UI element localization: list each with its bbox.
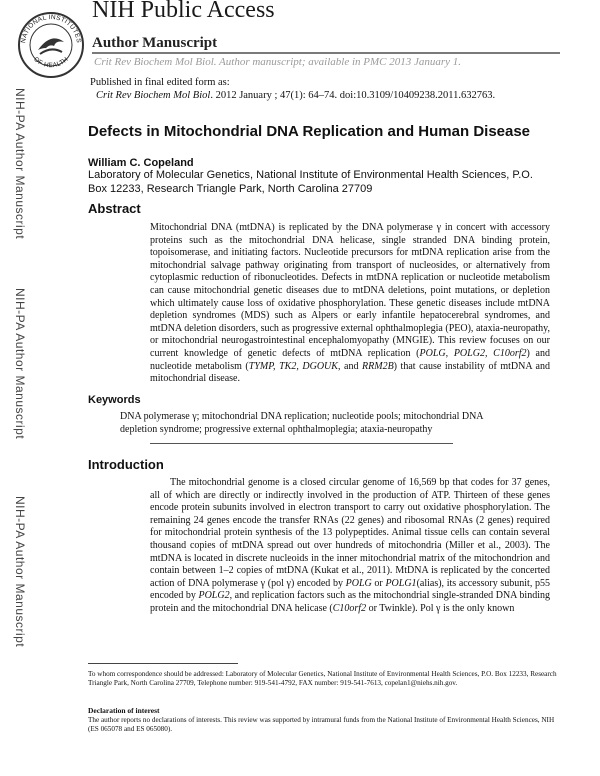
citation-journal: Crit Rev Biochem Mol Biol xyxy=(96,90,211,101)
author-name: William C. Copeland xyxy=(88,157,194,169)
citation-details: . 2012 January ; 47(1): 64–74. doi:10.3109/10409238.2011.632763. xyxy=(210,90,496,101)
introduction-heading: Introduction xyxy=(88,457,164,472)
keywords-text: DNA polymerase γ; mitochondrial DNA replication; nucleotide pools; mitochondrial DNA depletion syndrome; progressive external ophthalmoplegia; ataxia-neuropathy xyxy=(120,411,483,435)
hhs-eagle-seal-icon xyxy=(16,10,86,80)
nih-public-access-title: NIH Public Access xyxy=(92,0,275,23)
published-label: Published in final edited form as: xyxy=(90,77,230,88)
header-rule xyxy=(92,52,560,54)
author-affiliation: Laboratory of Molecular Genetics, National Institute of Environmental Health Sciences, P.O. Box 12233, Research Triangle Park, North Carolina 27709 xyxy=(88,169,533,195)
declaration-text: The author reports no declarations of interests. This review was supported by intramural funds from the National Institute of Environmental Health Sciences, NIH (ES 065078 and ES 065080). xyxy=(88,716,555,734)
side-banner-top: NIH-PA Author Manuscript xyxy=(13,88,27,240)
keywords-heading: Keywords xyxy=(88,394,141,406)
introduction-text: The mitochondrial genome is a closed circular genome of 16,569 bp that codes for 37 genes, all of which are directly or indirectly involved in the production of ATP. Thirteen of these genes encode protein subunits involved in electron transport to carry out oxidative phosphorylation. The remaining 24 genes encode the transfer RNAs (22 genes) and ribosomal RNAs (2 genes) required for mitochondrial protein synthesis of the 13 polypeptides. Animal tissue cells can contain several thousand copies of mtDNA spread out over hundreds of mitochondria (Miller et al., 2003). The mtDNA is located in discrete nucleoids in the inner mitochondrial matrix of the mitochondrion and contain between 1–2 copies of mtDNA (Kukat et al., 2011). MtDNA is replicated by the concerted action of DNA polymerase γ (pol γ) encoded by POLG or POLG1(alias), its accessory subunit, p55 encoded by POLG2, and replication factors such as the mitochondrial single-stranded DNA binding protein and the mitochondrial DNA helicase (C10orf2 or Twinkle). Pol γ is the only known xyxy=(150,477,551,614)
citation xyxy=(96,90,495,101)
side-banner-middle: NIH-PA Author Manuscript xyxy=(13,288,27,440)
svg-text:OF HEALTH xyxy=(32,56,70,69)
side-banner-bottom: NIH-PA Author Manuscript xyxy=(13,496,27,648)
seal-text-bottom: OF HEALTH xyxy=(32,55,70,70)
correspondence-footnote: To whom correspondence should be addressed: Laboratory of Molecular Genetics, National Institute of Environmental Health Sciences, P.O. Box 12233, Research Triangle Park, North Carolina 27709, Telephone number: 919-541-4792, FAX number: 919-541-7613, copelan1@niehs.nih.gov. xyxy=(88,670,557,688)
abstract-heading: Abstract xyxy=(88,201,141,216)
footnote-rule xyxy=(88,663,238,664)
declaration-heading: Declaration of interest xyxy=(88,706,160,715)
author-manuscript-label: Author Manuscript xyxy=(92,35,218,51)
seal-text-top: NATIONAL INSTITUTES xyxy=(20,13,82,44)
keywords-rule xyxy=(150,443,453,444)
availability-note: Crit Rev Biochem Mol Biol. Author manuscript; available in PMC 2013 January 1. xyxy=(94,56,462,68)
article-title: Defects in Mitochondrial DNA Replication and Human Disease xyxy=(88,123,531,140)
abstract-text: Mitochondrial DNA (mtDNA) is replicated by the DNA polymerase γ in concert with accessory proteins such as the mitochondrial DNA helicase, single stranded DNA binding protein, topoisomerase, and initiating factors. Nucleotide precursors for mtDNA replication arise from the mitochondrial salvage pathway originating from transport of nucleosides, or alternatively from cytoplasmic reduction of ribonucleotides. Defects in mtDNA replication or nucleotide metabolism can cause mitochondrial genetic diseases due to mtDNA deletions, point mutations, or depletion which ultimately cause loss of oxidative phosphorylation. These genetic diseases include mtDNA depletion syndromes (MDS) such as Alpers or early infantile hepatocerebral syndromes, and mtDNA deletion disorders, such as progressive external ophthalmoplegia (PEO), ataxia-neuropathy, or mitochondrial neurogastrointestinal encephalomyopathy (MNGIE). This review focuses on our current knowledge of genetic defects of mtDNA replication (POLG, POLG2, C10orf2) and nucleotide metabolism (TYMP, TK2, DGOUK, and RRM2B) that cause instability of mtDNA and mitochondrial disease. xyxy=(150,222,550,385)
